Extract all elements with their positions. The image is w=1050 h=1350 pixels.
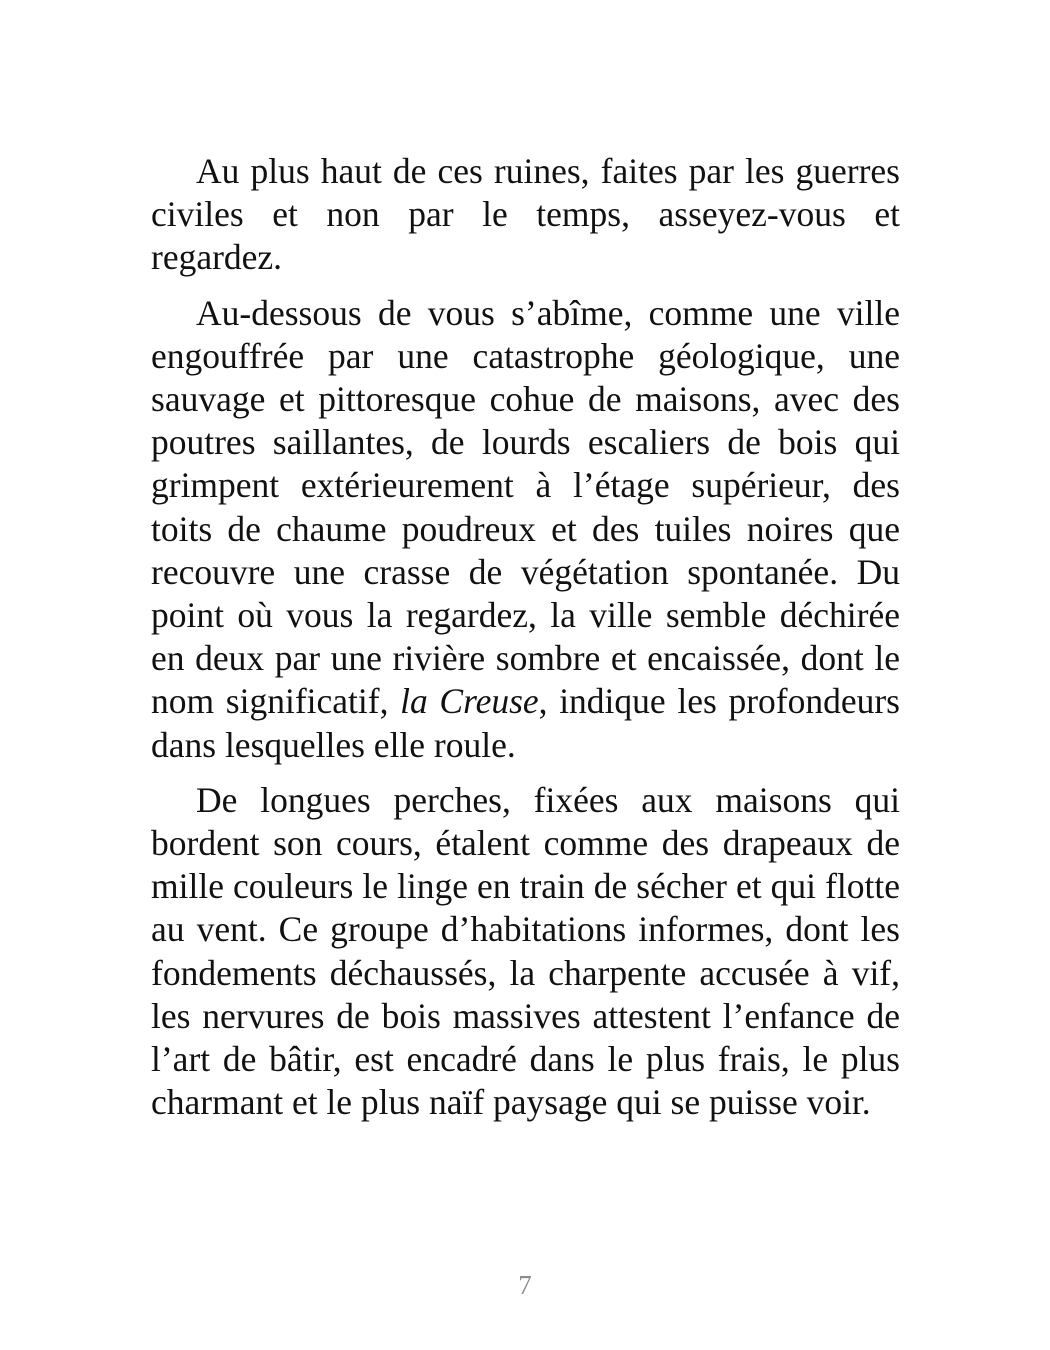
body-text bbox=[151, 150, 900, 1124]
paragraph-1 bbox=[151, 150, 900, 280]
paragraph-3-text: De longues perches, fixées aux maisons qui bordent son cours, étalent comme des drapeaux de mille couleurs le linge en train de sécher et qui flotte au vent. Ce groupe d’habitations informes, dont les fondements déchaussés, la charpente accusée à vif, les nervures de bois massives attestent l’enfance de l’art de bâtir, est encadré dans le plus frais, le plus charmant et le plus naïf paysage qui se puisse voir. bbox=[151, 779, 900, 1123]
paragraph-2-text-end: , indique les profondeurs dans lesquelles elle roule. bbox=[151, 681, 900, 765]
river-name-italic: la Creuse bbox=[400, 681, 539, 722]
paragraph-3 bbox=[151, 779, 900, 1125]
page-number: 7 bbox=[518, 1270, 532, 1300]
paragraph-2-text-start: Au-dessous de vous s’abîme, comme une ville engouffrée par une catastrophe géologique, une sauvage et pittoresque cohue de maisons, avec des poutres saillantes, de lourds escaliers de bois qui grimpent extérieurement à l’étage supérieur, des toits de chaume poudreux et des tuiles noires que recouvre une crasse de végétation spontanée. Du point où vous la regardez, la ville semble déchirée en deux par une rivière sombre et encaissée, dont le nom significatif, bbox=[151, 292, 900, 722]
paragraph-1-text: Au plus haut de ces ruines, faites par les guerres civiles et non par le temps, asseyez-vous et regardez. bbox=[151, 151, 900, 278]
paragraph-2 bbox=[151, 292, 900, 767]
